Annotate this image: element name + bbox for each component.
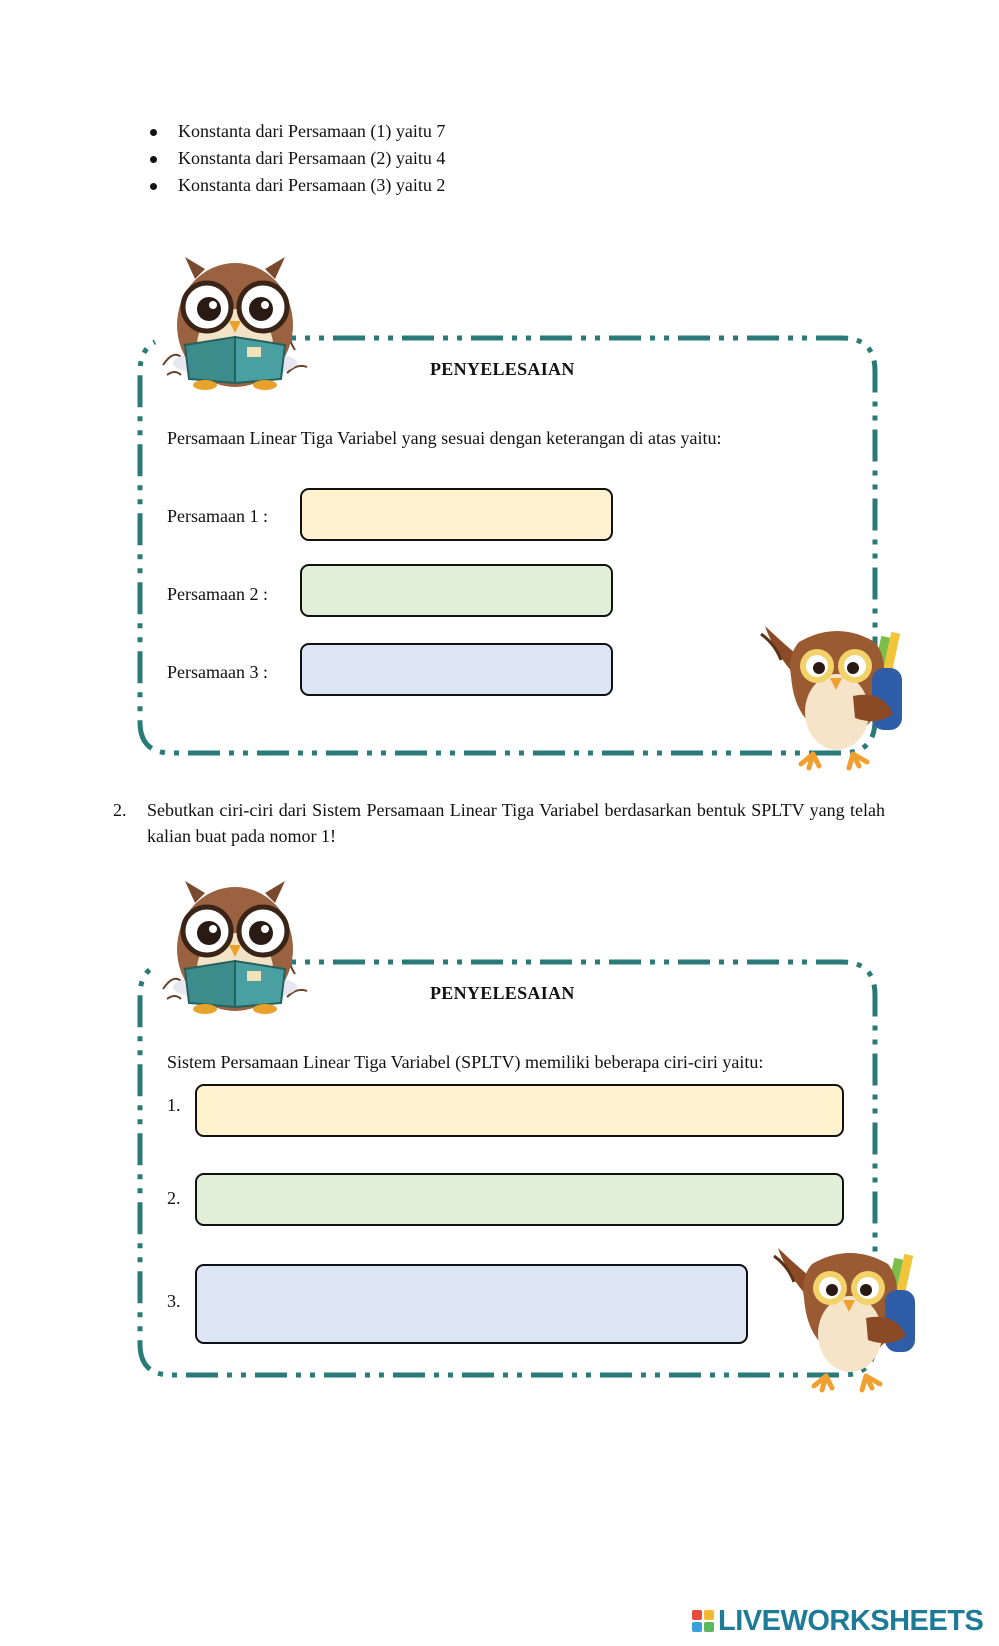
characteristic-2-label: 2. bbox=[167, 1188, 181, 1208]
question-text: Sebutkan ciri-ciri dari Sistem Persamaan Linear Tiga Variabel berdasarkan bentuk SPLTV yang telah kalian buat pada nomor 1! bbox=[147, 800, 885, 846]
liveworksheets-logo-icon bbox=[692, 1610, 714, 1632]
panel-2-intro: Sistem Persamaan Linear Tiga Variabel (SPLTV) memiliki beberapa ciri-ciri yaitu: bbox=[167, 1052, 764, 1072]
characteristic-3-label: 3. bbox=[167, 1291, 181, 1311]
equation-3-label: Persamaan 3 : bbox=[167, 662, 268, 682]
owl-reading-icon bbox=[155, 869, 315, 1027]
characteristic-1-label: 1. bbox=[167, 1095, 181, 1115]
equation-2-label: Persamaan 2 : bbox=[167, 584, 268, 604]
panel-1-title: PENYELESAIAN bbox=[430, 359, 575, 379]
question-number: 2. bbox=[113, 800, 127, 820]
panel-2-title: PENYELESAIAN bbox=[430, 983, 575, 1003]
liveworksheets-logo[interactable] bbox=[692, 1604, 983, 1638]
panel-1-intro: Persamaan Linear Tiga Variabel yang sesuai dengan keterangan di atas yaitu: bbox=[167, 428, 722, 448]
equation-1-label: Persamaan 1 : bbox=[167, 506, 268, 526]
brand-name: LIVEWORKSHEETS bbox=[718, 1604, 984, 1637]
list-item: Konstanta dari Persamaan (2) yaitu 4 bbox=[145, 145, 445, 172]
list-item: Konstanta dari Persamaan (1) yaitu 7 bbox=[145, 118, 445, 145]
owl-waving-icon bbox=[770, 1238, 928, 1404]
characteristic-3-answer-field[interactable] bbox=[195, 1264, 748, 1344]
list-item: Konstanta dari Persamaan (3) yaitu 2 bbox=[145, 172, 445, 199]
characteristic-2-answer-field[interactable] bbox=[195, 1173, 844, 1226]
characteristic-1-answer-field[interactable] bbox=[195, 1084, 844, 1137]
